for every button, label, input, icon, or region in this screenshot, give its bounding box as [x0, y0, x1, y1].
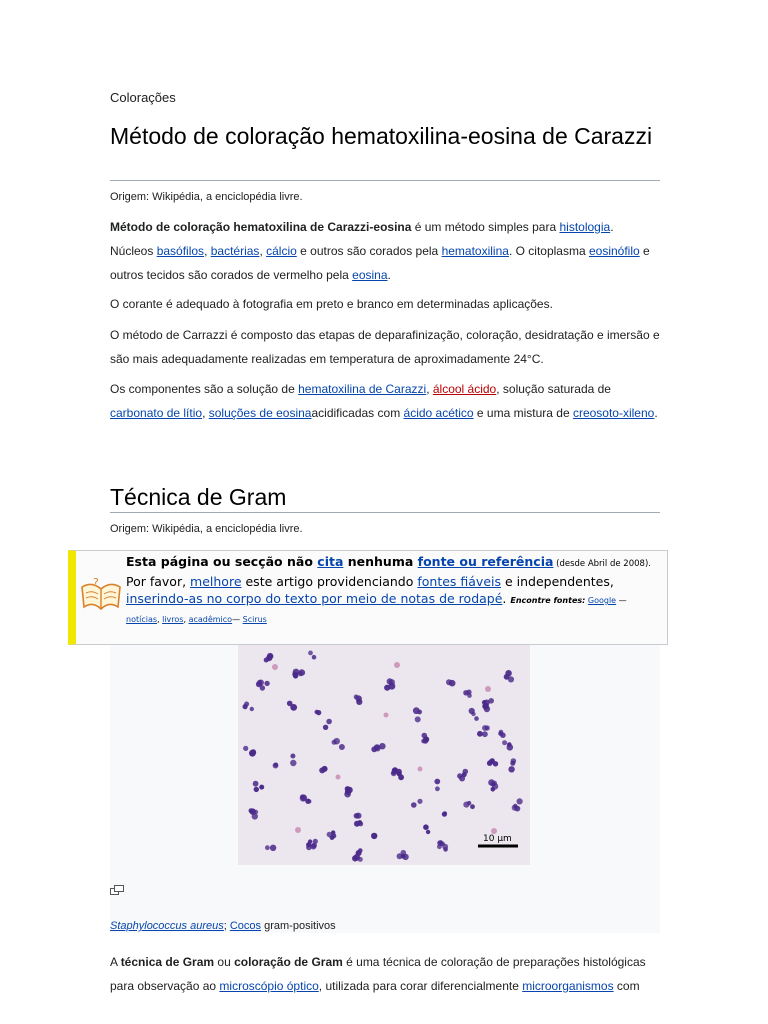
- term-bold: Método de coloração hematoxilina de Carazzi-eosina: [110, 220, 412, 234]
- scale-bar-label: 10 μm: [483, 834, 512, 844]
- link-fontes-fiaveis[interactable]: fontes fiáveis: [417, 574, 501, 589]
- micrograph-svg: [238, 645, 530, 865]
- article-title-carazzi: Método de coloração hematoxilina-eosina de Carazzi: [110, 123, 653, 149]
- link-acido-acetico[interactable]: ácido acético: [403, 406, 474, 420]
- notice-text: Esta página ou secção não cita nenhuma fonte ou referência (desde Abril de 2008). Por favor, melhore este artigo providenciando fontes fiáveis e independentes, inserindo-as no corpo do texto por meio de notas de rodapé. Encontre fontes: Google — notícias, livros, acadêmico— Scirus: [126, 554, 651, 624]
- link-histologia[interactable]: histologia: [559, 220, 611, 234]
- link-microorganismos[interactable]: microorganismos: [522, 979, 614, 993]
- paragraph-etapas: O método de Carrazzi é composto das etapas de deparafinização, coloração, desidratação e imersão e são mais adequadamente realizadas em temperatura de aproximadamente 24°C.: [110, 328, 660, 366]
- origin-note: Origem: Wikipédia, a enciclopédia livre.: [110, 191, 303, 203]
- paragraph-corante: O corante é adequado à fotografia em preto e branco em determinadas aplicações.: [110, 297, 553, 311]
- link-google[interactable]: Google: [587, 596, 617, 605]
- magnify-icon[interactable]: [110, 885, 124, 895]
- link-fonte-referencia[interactable]: fonte ou referência: [417, 554, 554, 569]
- book-icon: [80, 573, 122, 613]
- title-divider-gram: [110, 512, 660, 513]
- link-noticias[interactable]: notícias: [126, 615, 158, 624]
- notice-date: (desde Abril de 2008).: [553, 559, 651, 569]
- unsourced-notice-box: [68, 550, 668, 645]
- link-calcio[interactable]: cálcio: [266, 244, 297, 258]
- link-inserindo-notas[interactable]: inserindo-as no corpo do texto por meio de notas de rodapé: [126, 591, 503, 606]
- link-alcool-acido[interactable]: álcool ácido: [432, 382, 497, 396]
- link-bacterias[interactable]: bactérias: [210, 244, 260, 258]
- micrograph-image[interactable]: [238, 645, 530, 865]
- link-creosoto-xileno[interactable]: creosoto-xileno: [572, 406, 655, 420]
- figure-staphylococcus: [110, 645, 660, 933]
- collection-title: Colorações: [110, 90, 176, 105]
- link-carbonato-litio[interactable]: carbonato de lítio: [110, 406, 203, 420]
- title-divider: [110, 180, 660, 181]
- figure-caption: Staphylococcus aureus; Cocos gram-positivos: [110, 920, 336, 932]
- link-hematoxilina[interactable]: hematoxilina: [441, 244, 509, 258]
- link-staphylococcus[interactable]: Staphylococcus aureus: [110, 920, 224, 932]
- link-melhore[interactable]: melhore: [190, 574, 242, 589]
- link-basofilos[interactable]: basófilos: [156, 244, 205, 258]
- svg-text:?: ?: [93, 576, 99, 589]
- link-eosina[interactable]: eosina: [352, 268, 388, 282]
- origin-note-gram: Origem: Wikipédia, a enciclopédia livre.: [110, 523, 303, 535]
- paragraph-gram: A técnica de Gram ou coloração de Gram é uma técnica de coloração de preparações histológicas para observação ao microscópio óptico, utilizada para corar diferencialmente microorganismos com: [110, 955, 646, 993]
- link-hematoxilina-carazzi[interactable]: hematoxilina de Carazzi: [298, 382, 427, 396]
- link-academico[interactable]: acadêmico: [188, 615, 233, 624]
- link-microscopio-optico[interactable]: microscópio óptico: [219, 979, 319, 993]
- link-solucoes-eosina[interactable]: soluções de eosina: [208, 406, 312, 420]
- article-title-gram: Técnica de Gram: [110, 484, 287, 510]
- link-scirus[interactable]: Scirus: [242, 615, 267, 624]
- link-cocos[interactable]: Cocos: [229, 920, 262, 932]
- link-cita[interactable]: cita: [317, 554, 344, 569]
- paragraph-componentes: Os componentes são a solução de hematoxilina de Carazzi, álcool ácido, solução saturada de carbonato de lítio, soluções de eosinaacidificadas com ácido acético e uma mistura de creosoto-xileno.: [110, 382, 658, 420]
- paragraph-intro: Método de coloração hematoxilina de Carazzi-eosina é um método simples para histologia. Núcleos basófilos, bactérias, cálcio e outros são corados pela hematoxilina. O citoplasma eosinófilo e outros tecidos são corados de vermelho pela eosina.: [110, 220, 650, 282]
- link-eosinofilo[interactable]: eosinófilo: [588, 244, 640, 258]
- link-livros[interactable]: livros: [162, 615, 184, 624]
